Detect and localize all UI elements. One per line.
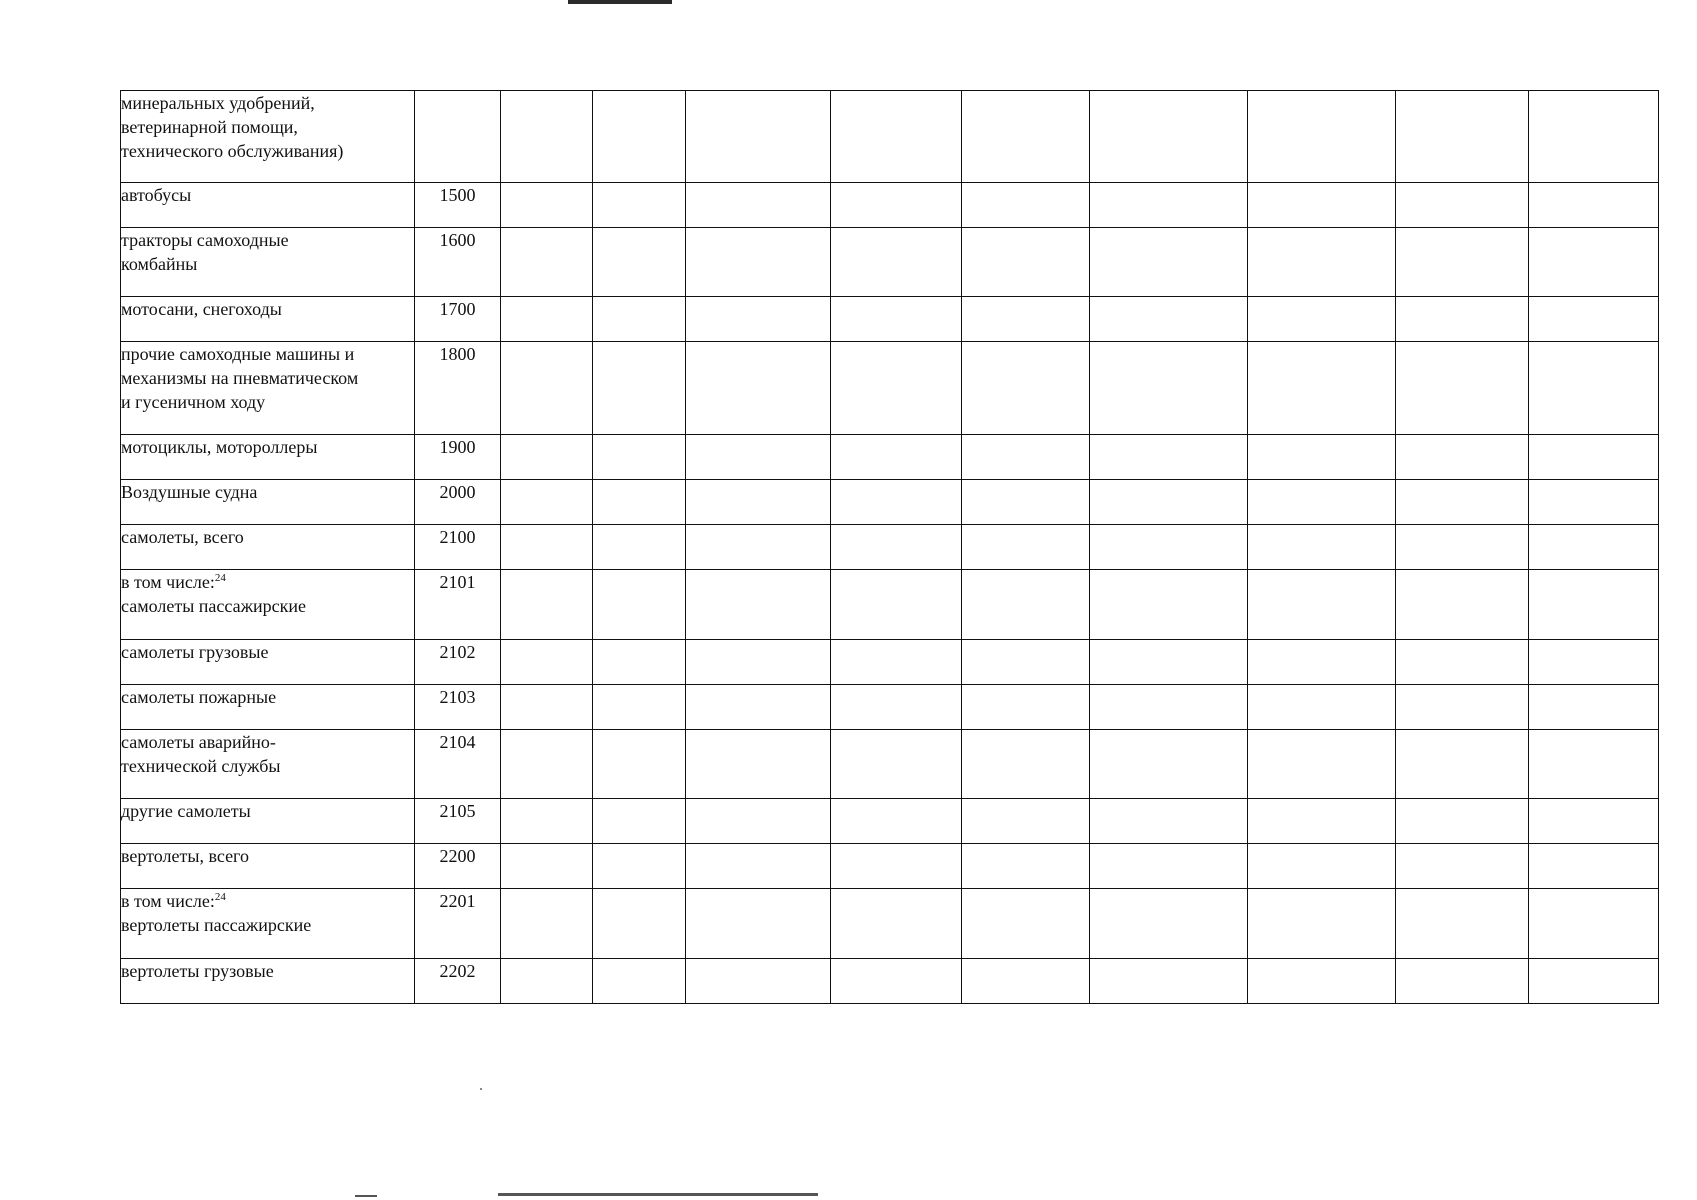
empty-value-cell[interactable] — [686, 844, 831, 889]
empty-value-cell[interactable] — [831, 844, 962, 889]
footnote-marker: 24 — [214, 572, 226, 584]
empty-value-cell[interactable] — [1248, 959, 1396, 1004]
empty-value-cell[interactable] — [593, 685, 686, 730]
row-label-line — [121, 525, 414, 549]
empty-value-cell[interactable] — [501, 228, 593, 297]
row-label-text: вертолеты, всего — [121, 846, 249, 866]
empty-value-cell[interactable] — [501, 91, 593, 183]
row-code-cell: 1600 — [415, 228, 501, 297]
empty-value-cell[interactable] — [1396, 844, 1529, 889]
empty-value-cell[interactable] — [1090, 525, 1248, 570]
empty-value-cell[interactable] — [501, 799, 593, 844]
empty-value-cell[interactable] — [1090, 640, 1248, 685]
empty-value-cell[interactable] — [501, 959, 593, 1004]
row-code-cell: 2201 — [415, 889, 501, 959]
empty-value-cell[interactable] — [686, 959, 831, 1004]
row-label-line — [121, 730, 414, 754]
row-label-line — [121, 366, 414, 390]
empty-value-cell[interactable] — [593, 844, 686, 889]
table-body — [121, 91, 1659, 1004]
row-label-line — [121, 570, 414, 594]
empty-value-cell[interactable] — [501, 570, 593, 640]
empty-value-cell[interactable] — [1090, 570, 1248, 640]
empty-value-cell[interactable] — [1248, 799, 1396, 844]
empty-value-cell[interactable] — [1248, 480, 1396, 525]
empty-value-cell[interactable] — [1529, 183, 1659, 228]
empty-value-cell[interactable] — [1529, 342, 1659, 435]
empty-value-cell[interactable] — [1396, 480, 1529, 525]
empty-value-cell[interactable] — [501, 480, 593, 525]
empty-value-cell[interactable] — [1090, 844, 1248, 889]
empty-value-cell[interactable] — [686, 183, 831, 228]
empty-value-cell[interactable] — [1090, 91, 1248, 183]
row-label-line — [121, 594, 414, 618]
empty-value-cell[interactable] — [1396, 91, 1529, 183]
row-label-line — [121, 139, 414, 163]
table-row — [121, 959, 1659, 1004]
table-row — [121, 342, 1659, 435]
empty-value-cell[interactable] — [1529, 525, 1659, 570]
empty-value-cell[interactable] — [962, 685, 1090, 730]
empty-value-cell[interactable] — [831, 342, 962, 435]
row-code-cell: 2000 — [415, 480, 501, 525]
empty-value-cell[interactable] — [686, 435, 831, 480]
empty-value-cell[interactable] — [962, 91, 1090, 183]
empty-value-cell[interactable] — [1090, 435, 1248, 480]
row-label-line — [121, 390, 414, 414]
empty-value-cell[interactable] — [1396, 435, 1529, 480]
row-label-line — [121, 91, 414, 115]
empty-value-cell[interactable] — [1248, 730, 1396, 799]
empty-value-cell[interactable] — [501, 730, 593, 799]
row-label-text: и гусеничном ходу — [121, 392, 266, 412]
empty-value-cell[interactable] — [686, 640, 831, 685]
empty-value-cell[interactable] — [962, 570, 1090, 640]
empty-value-cell[interactable] — [962, 844, 1090, 889]
empty-value-cell[interactable] — [962, 297, 1090, 342]
empty-value-cell[interactable] — [593, 889, 686, 959]
empty-value-cell[interactable] — [1529, 435, 1659, 480]
row-label-line — [121, 959, 414, 983]
empty-value-cell[interactable] — [831, 91, 962, 183]
empty-value-cell[interactable] — [1529, 228, 1659, 297]
row-label-text: вертолеты грузовые — [121, 961, 274, 981]
empty-value-cell[interactable] — [1529, 799, 1659, 844]
row-label-line — [121, 183, 414, 207]
row-label-text: мотоциклы, мотороллеры — [121, 437, 318, 457]
table-row — [121, 570, 1659, 640]
row-label-cell — [121, 844, 415, 889]
empty-value-cell[interactable] — [962, 730, 1090, 799]
empty-value-cell[interactable] — [501, 297, 593, 342]
row-label-text: прочие самоходные машины и — [121, 344, 355, 364]
row-label-cell — [121, 435, 415, 480]
row-code-cell: 2202 — [415, 959, 501, 1004]
empty-value-cell[interactable] — [1090, 799, 1248, 844]
row-code-cell: 2104 — [415, 730, 501, 799]
empty-value-cell[interactable] — [686, 799, 831, 844]
empty-value-cell[interactable] — [686, 480, 831, 525]
empty-value-cell[interactable] — [1396, 183, 1529, 228]
empty-value-cell[interactable] — [831, 889, 962, 959]
empty-value-cell[interactable] — [593, 342, 686, 435]
empty-value-cell[interactable] — [962, 480, 1090, 525]
empty-value-cell[interactable] — [686, 570, 831, 640]
empty-value-cell[interactable] — [1529, 297, 1659, 342]
table-row — [121, 640, 1659, 685]
empty-value-cell[interactable] — [1529, 730, 1659, 799]
row-label-line — [121, 685, 414, 709]
empty-value-cell[interactable] — [686, 91, 831, 183]
row-code-cell: 2100 — [415, 525, 501, 570]
empty-value-cell[interactable] — [1529, 91, 1659, 183]
empty-value-cell[interactable] — [1090, 685, 1248, 730]
table-row — [121, 435, 1659, 480]
empty-value-cell[interactable] — [831, 685, 962, 730]
row-label-text: в том числе: — [121, 572, 215, 592]
empty-value-cell[interactable] — [1529, 685, 1659, 730]
empty-value-cell[interactable] — [1248, 685, 1396, 730]
empty-value-cell[interactable] — [831, 480, 962, 525]
row-label-cell — [121, 570, 415, 640]
scan-artifact-bottom-right — [498, 1193, 818, 1196]
table-row — [121, 730, 1659, 799]
empty-value-cell[interactable] — [831, 799, 962, 844]
row-label-text: мотосани, снегоходы — [121, 299, 282, 319]
row-label-text: минеральных удобрений, — [121, 93, 315, 113]
empty-value-cell[interactable] — [962, 183, 1090, 228]
empty-value-cell[interactable] — [1248, 640, 1396, 685]
empty-value-cell[interactable] — [831, 730, 962, 799]
table-row — [121, 799, 1659, 844]
empty-value-cell[interactable] — [686, 730, 831, 799]
row-label-line — [121, 889, 414, 913]
empty-value-cell[interactable] — [962, 342, 1090, 435]
empty-value-cell[interactable] — [1529, 640, 1659, 685]
row-label-cell — [121, 525, 415, 570]
row-label-text: Воздушные судна — [121, 482, 258, 502]
empty-value-cell[interactable] — [593, 91, 686, 183]
empty-value-cell[interactable] — [686, 525, 831, 570]
empty-value-cell[interactable] — [1248, 844, 1396, 889]
row-code-cell: 1500 — [415, 183, 501, 228]
empty-value-cell[interactable] — [501, 525, 593, 570]
empty-value-cell[interactable] — [831, 570, 962, 640]
row-label-cell — [121, 480, 415, 525]
row-code-cell: 1900 — [415, 435, 501, 480]
row-label-cell — [121, 297, 415, 342]
empty-value-cell[interactable] — [962, 959, 1090, 1004]
empty-value-cell[interactable] — [1248, 435, 1396, 480]
empty-value-cell[interactable] — [962, 228, 1090, 297]
row-label-line — [121, 799, 414, 823]
empty-value-cell[interactable] — [831, 297, 962, 342]
empty-value-cell[interactable] — [962, 799, 1090, 844]
empty-value-cell[interactable] — [1396, 889, 1529, 959]
empty-value-cell[interactable] — [1090, 889, 1248, 959]
empty-value-cell[interactable] — [1248, 297, 1396, 342]
row-label-line — [121, 435, 414, 459]
row-label-text: самолеты грузовые — [121, 642, 269, 662]
table-row — [121, 889, 1659, 959]
empty-value-cell[interactable] — [501, 435, 593, 480]
row-code-cell: 2102 — [415, 640, 501, 685]
table-row — [121, 480, 1659, 525]
empty-value-cell[interactable] — [1090, 959, 1248, 1004]
empty-value-cell[interactable] — [1090, 228, 1248, 297]
empty-value-cell[interactable] — [1396, 959, 1529, 1004]
empty-value-cell[interactable] — [962, 435, 1090, 480]
table-row — [121, 183, 1659, 228]
empty-value-cell[interactable] — [831, 435, 962, 480]
row-label-line — [121, 115, 414, 139]
empty-value-cell[interactable] — [686, 685, 831, 730]
empty-value-cell[interactable] — [501, 342, 593, 435]
row-label-line — [121, 297, 414, 321]
empty-value-cell[interactable] — [1396, 228, 1529, 297]
row-label-text: самолеты аварийно- — [121, 732, 276, 752]
row-label-line — [121, 228, 414, 252]
empty-value-cell[interactable] — [593, 183, 686, 228]
scan-artifact-top — [568, 0, 672, 4]
row-label-line — [121, 252, 414, 276]
empty-value-cell[interactable] — [1090, 297, 1248, 342]
empty-value-cell[interactable] — [962, 640, 1090, 685]
empty-value-cell[interactable] — [1529, 570, 1659, 640]
empty-value-cell[interactable] — [1396, 799, 1529, 844]
empty-value-cell[interactable] — [593, 730, 686, 799]
row-label-line — [121, 844, 414, 868]
footnote-marker: 24 — [214, 891, 226, 903]
row-label-line — [121, 754, 414, 778]
empty-value-cell[interactable] — [593, 640, 686, 685]
empty-value-cell[interactable] — [686, 297, 831, 342]
empty-value-cell[interactable] — [1248, 91, 1396, 183]
table-row — [121, 91, 1659, 183]
row-label-cell — [121, 685, 415, 730]
empty-value-cell[interactable] — [1396, 570, 1529, 640]
row-label-line — [121, 480, 414, 504]
vehicle-form-table — [120, 90, 1659, 1004]
row-label-cell — [121, 342, 415, 435]
row-label-text: самолеты пассажирские — [121, 596, 307, 616]
empty-value-cell[interactable] — [593, 959, 686, 1004]
empty-value-cell[interactable] — [962, 889, 1090, 959]
empty-value-cell[interactable] — [1248, 525, 1396, 570]
empty-value-cell[interactable] — [593, 799, 686, 844]
table-row — [121, 228, 1659, 297]
empty-value-cell[interactable] — [1529, 889, 1659, 959]
row-label-cell — [121, 889, 415, 959]
row-label-cell — [121, 183, 415, 228]
row-label-line — [121, 342, 414, 366]
empty-value-cell[interactable] — [1396, 685, 1529, 730]
empty-value-cell[interactable] — [501, 640, 593, 685]
row-label-line — [121, 640, 414, 664]
row-code-cell: 1700 — [415, 297, 501, 342]
row-code-cell: 2200 — [415, 844, 501, 889]
row-code-cell: 2101 — [415, 570, 501, 640]
row-label-text: самолеты, всего — [121, 527, 244, 547]
row-label-text: комбайны — [121, 254, 198, 274]
empty-value-cell[interactable] — [1529, 959, 1659, 1004]
empty-value-cell[interactable] — [1090, 342, 1248, 435]
row-label-text: тракторы самоходные — [121, 230, 289, 250]
empty-value-cell[interactable] — [831, 959, 962, 1004]
row-label-line — [121, 913, 414, 937]
row-code-cell: 2103 — [415, 685, 501, 730]
empty-value-cell[interactable] — [593, 525, 686, 570]
empty-value-cell[interactable] — [501, 844, 593, 889]
empty-value-cell[interactable] — [1090, 730, 1248, 799]
table-row — [121, 297, 1659, 342]
empty-value-cell[interactable] — [831, 640, 962, 685]
empty-value-cell[interactable] — [1396, 525, 1529, 570]
empty-value-cell[interactable] — [831, 183, 962, 228]
scan-artifact-dot — [480, 1088, 482, 1090]
empty-value-cell[interactable] — [593, 480, 686, 525]
row-label-cell — [121, 730, 415, 799]
row-code-cell: 1800 — [415, 342, 501, 435]
empty-value-cell[interactable] — [686, 228, 831, 297]
empty-value-cell[interactable] — [1529, 844, 1659, 889]
row-label-text: самолеты пожарные — [121, 687, 277, 707]
empty-value-cell[interactable] — [831, 525, 962, 570]
row-label-cell — [121, 228, 415, 297]
row-code-cell — [415, 91, 501, 183]
empty-value-cell[interactable] — [593, 570, 686, 640]
empty-value-cell[interactable] — [962, 525, 1090, 570]
empty-value-cell[interactable] — [1248, 889, 1396, 959]
empty-value-cell[interactable] — [593, 228, 686, 297]
empty-value-cell[interactable] — [831, 228, 962, 297]
empty-value-cell[interactable] — [1396, 640, 1529, 685]
row-label-cell — [121, 640, 415, 685]
empty-value-cell[interactable] — [1529, 480, 1659, 525]
row-label-cell — [121, 91, 415, 183]
empty-value-cell[interactable] — [593, 297, 686, 342]
row-label-text: ветеринарной помощи, — [121, 117, 298, 137]
empty-value-cell[interactable] — [1090, 183, 1248, 228]
row-label-cell — [121, 959, 415, 1004]
empty-value-cell[interactable] — [501, 685, 593, 730]
empty-value-cell[interactable] — [1396, 730, 1529, 799]
scan-artifact-bottom-left — [355, 1195, 377, 1197]
empty-value-cell[interactable] — [1090, 480, 1248, 525]
empty-value-cell[interactable] — [1396, 297, 1529, 342]
row-label-cell — [121, 799, 415, 844]
empty-value-cell[interactable] — [1248, 183, 1396, 228]
empty-value-cell[interactable] — [1248, 228, 1396, 297]
empty-value-cell[interactable] — [686, 889, 831, 959]
row-label-text: механизмы на пневматическом — [121, 368, 359, 388]
table-row — [121, 844, 1659, 889]
empty-value-cell[interactable] — [1248, 570, 1396, 640]
row-label-text: технической службы — [121, 756, 281, 776]
row-code-cell: 2105 — [415, 799, 501, 844]
row-label-text: автобусы — [121, 185, 192, 205]
empty-value-cell[interactable] — [593, 435, 686, 480]
table-row — [121, 685, 1659, 730]
empty-value-cell[interactable] — [501, 889, 593, 959]
row-label-text: вертолеты пассажирские — [121, 915, 312, 935]
empty-value-cell[interactable] — [501, 183, 593, 228]
table-row — [121, 525, 1659, 570]
row-label-text: другие самолеты — [121, 801, 251, 821]
empty-value-cell[interactable] — [686, 342, 831, 435]
empty-value-cell[interactable] — [1248, 342, 1396, 435]
row-label-text: технического обслуживания) — [121, 141, 344, 161]
row-label-text: в том числе: — [121, 891, 215, 911]
empty-value-cell[interactable] — [1396, 342, 1529, 435]
